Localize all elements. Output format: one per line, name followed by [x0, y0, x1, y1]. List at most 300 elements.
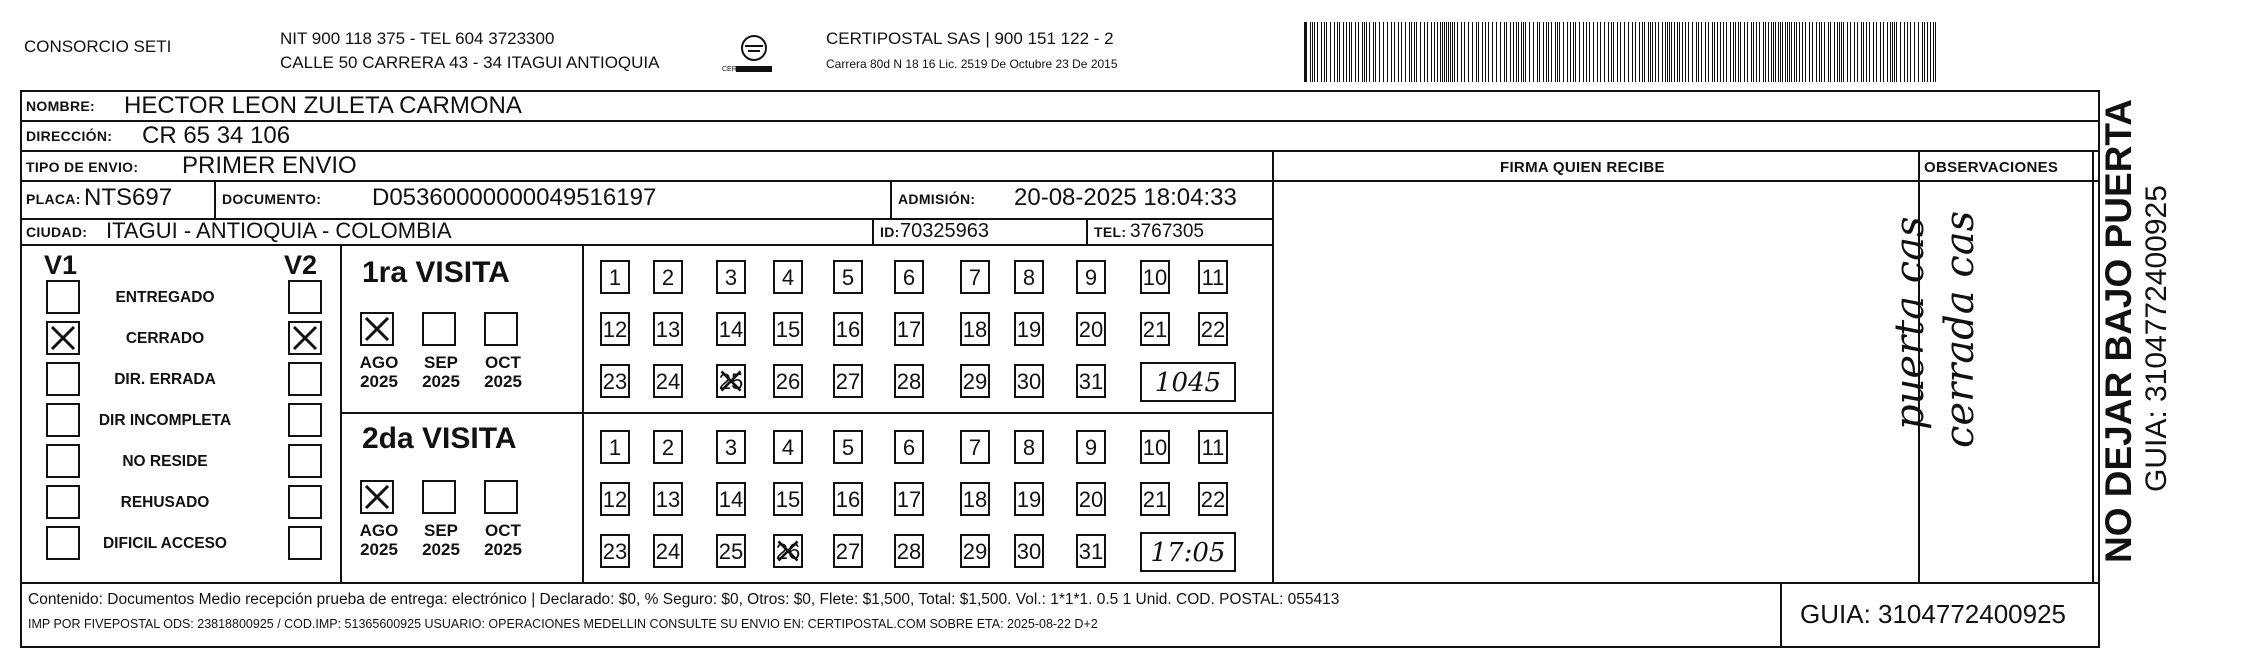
observation-note-2: cerrada cas: [1937, 210, 1983, 448]
cell-divider: [890, 180, 892, 218]
day-cell[interactable]: 27: [833, 534, 863, 568]
barcode-bar: [1843, 22, 1844, 82]
barcode-bar: [1334, 22, 1335, 82]
barcode-bar: [1355, 22, 1356, 82]
day-cell[interactable]: 23: [600, 534, 630, 568]
barcode-bar: [1635, 22, 1636, 82]
month-checkbox[interactable]: [422, 480, 456, 514]
barcode-bar: [1444, 22, 1445, 82]
month-label: OCT: [485, 521, 521, 540]
v2-checkbox[interactable]: [288, 526, 322, 560]
footer-print-line: IMP POR FIVEPOSTAL ODS: 23818800925 / COD.IMP: 51365600925 USUARIO: OPERACIONES MEDELLIN CONSULTE SU ENVIO EN: CERTIPOSTAL.COM SOBRE ETA: 2025-08-22 D+2: [28, 617, 1098, 631]
barcode-bar: [1442, 22, 1443, 82]
observation-note-1: puerta cas: [1887, 216, 1933, 430]
barcode-bar: [1652, 22, 1653, 82]
day-cell[interactable]: 30: [1014, 364, 1044, 398]
barcode-bar: [1639, 22, 1640, 82]
barcode-bar: [1733, 22, 1734, 82]
day-cell[interactable]: 9: [1076, 260, 1106, 294]
id-label: ID:: [880, 224, 900, 240]
day-cell[interactable]: 15: [773, 312, 803, 346]
barcode-bar: [1883, 22, 1884, 82]
month-checkbox[interactable]: [422, 312, 456, 346]
barcode-bar: [1896, 22, 1897, 82]
barcode-bar: [1632, 22, 1633, 82]
barcode-bar: [1841, 22, 1842, 82]
barcode-bar: [1513, 22, 1514, 82]
barcode-bar: [1391, 22, 1392, 82]
address-line: CALLE 50 CARRERA 43 - 34 ITAGUI ANTIOQUIA: [280, 53, 660, 72]
month-label: AGO: [359, 353, 399, 372]
day-cell[interactable]: 18: [960, 312, 990, 346]
barcode-bar: [1644, 22, 1645, 82]
tipo-label: TIPO DE ENVIO:: [26, 159, 139, 175]
barcode-bar: [1671, 22, 1672, 82]
barcode-bar: [1401, 22, 1402, 82]
barcode-bar: [1791, 22, 1792, 82]
barcode-bar: [1567, 22, 1568, 82]
barcode-bar: [1464, 22, 1465, 82]
barcode-bar: [1708, 22, 1709, 82]
barcode-bar: [1778, 22, 1779, 82]
day-cell[interactable]: 11: [1198, 430, 1228, 464]
barcode-bar: [1701, 22, 1702, 82]
row-divider: [20, 244, 1272, 246]
tipo-value: PRIMER ENVIO: [182, 152, 357, 179]
barcode-bar: [1655, 22, 1656, 82]
day-cell[interactable]: 14: [716, 482, 746, 516]
barcode-bar: [1546, 22, 1547, 82]
v1-header: V1: [44, 250, 78, 280]
barcode-bar: [1628, 22, 1629, 82]
barcode-bar: [1773, 22, 1774, 82]
barcode-bar: [1894, 22, 1895, 82]
barcode-bar: [1575, 22, 1576, 82]
barcode-bar: [1819, 22, 1820, 82]
barcode-bar: [1387, 22, 1388, 82]
barcode-bar: [1551, 22, 1552, 82]
barcode-bar: [1434, 22, 1435, 82]
day-cell[interactable]: 3: [716, 260, 746, 294]
year-label: 2025: [422, 372, 460, 391]
barcode-bar: [1312, 22, 1313, 82]
barcode-bar: [1624, 22, 1625, 82]
barcode-bar: [1586, 22, 1587, 82]
barcode-bar: [1821, 22, 1822, 82]
status-label: DIR. ERRADA: [114, 371, 216, 388]
barcode-bar: [1726, 22, 1727, 82]
barcode-bar: [1812, 22, 1813, 82]
barcode-bar: [1914, 22, 1915, 82]
barcode-bar: [1557, 22, 1558, 82]
barcode-bar: [1326, 22, 1327, 82]
barcode-bar: [1472, 22, 1473, 82]
barcode-bar: [1500, 22, 1501, 82]
barcode-bar: [1837, 22, 1838, 82]
day-cell[interactable]: 2: [653, 430, 683, 464]
v2-checkbox[interactable]: [288, 362, 322, 396]
barcode-bar: [1674, 22, 1675, 82]
barcode-bar: [1521, 22, 1522, 82]
barcode-bar: [1927, 22, 1928, 82]
barcode-bar: [1405, 22, 1406, 82]
barcode-bar: [1816, 22, 1817, 82]
barcode-bar: [1682, 22, 1683, 82]
v2-checkbox[interactable]: [288, 403, 322, 437]
barcode-bar: [1450, 22, 1451, 82]
day-cell[interactable]: 18: [960, 482, 990, 516]
barcode-bar: [1539, 22, 1540, 82]
status-label: NO RESIDE: [122, 453, 208, 470]
barcode-bar: [1437, 22, 1438, 82]
barcode-bar: [1362, 22, 1363, 82]
ciudad-label: CIUDAD:: [26, 224, 88, 240]
barcode-bar: [1482, 22, 1483, 82]
barcode-bar: [1349, 22, 1350, 82]
day-cell[interactable]: 20: [1076, 312, 1106, 346]
day-cell[interactable]: 16: [833, 482, 863, 516]
day-cell[interactable]: 7: [960, 430, 990, 464]
barcode-bar: [1461, 22, 1462, 82]
barcode-bar: [1420, 22, 1421, 82]
id-value: 70325963: [900, 220, 989, 242]
barcode-bar: [1809, 22, 1810, 82]
day-cell[interactable]: 17: [894, 482, 924, 516]
barcode-bar: [1373, 22, 1374, 82]
barcode-bar: [1933, 22, 1934, 82]
month-label: SEP: [423, 521, 459, 540]
day-cell[interactable]: 5: [833, 260, 863, 294]
barcode-bar: [1904, 22, 1905, 82]
barcode-bar: [1589, 22, 1590, 82]
day-cell[interactable]: 27: [833, 364, 863, 398]
barcode-bar: [1665, 22, 1666, 82]
barcode-bar: [1771, 22, 1772, 82]
barcode-bar: [1366, 22, 1367, 82]
day-cell[interactable]: 12: [600, 312, 630, 346]
day-cell[interactable]: 9: [1076, 430, 1106, 464]
observaciones-label: OBSERVACIONES: [1924, 159, 2059, 176]
day-cell[interactable]: 7: [960, 260, 990, 294]
placa-label: PLACA:: [26, 191, 81, 207]
barcode-bar: [1765, 22, 1766, 82]
day-cell[interactable]: 3: [716, 430, 746, 464]
barcode-bar: [1518, 22, 1519, 82]
barcode-bar: [1759, 22, 1760, 82]
day-cell[interactable]: 2: [653, 260, 683, 294]
day-cell[interactable]: 24: [653, 534, 683, 568]
signature-divider: [1272, 150, 1274, 582]
barcode-bar: [1617, 22, 1618, 82]
barcode-bar: [1830, 22, 1831, 82]
day-cell[interactable]: 1: [600, 430, 630, 464]
barcode-bar: [1799, 22, 1800, 82]
side-guia: GUIA: 3104772400925: [2140, 185, 2173, 492]
barcode-bar: [1346, 22, 1347, 82]
footer-content-line: Contenido: Documentos Medio recepción prueba de entrega: electrónico | Declarado: $0, % Seguro: $0, Otros: $0, Flete: $1,500, Total: $1,500. Vol.: 1*1*1. 0.5 1 Unid. COD. POSTAL: 055413: [28, 591, 1340, 608]
barcode-bar: [1688, 22, 1689, 82]
barcode-bar: [1876, 22, 1877, 82]
barcode-bar: [1924, 22, 1925, 82]
barcode-bar: [1922, 22, 1923, 82]
direccion-label: DIRECCIÓN:: [26, 128, 113, 144]
barcode-bar: [1662, 22, 1663, 82]
barcode-bar: [1559, 22, 1560, 82]
barcode-bar: [1579, 22, 1580, 82]
day-cell[interactable]: 31: [1076, 364, 1106, 398]
firma-label: FIRMA QUIEN RECIBE: [1500, 159, 1665, 176]
barcode-bar: [1717, 22, 1718, 82]
barcode-bar: [1600, 22, 1601, 82]
day-cell[interactable]: 22: [1198, 312, 1228, 346]
barcode-bar: [1383, 22, 1384, 82]
barcode-bar: [1658, 22, 1659, 82]
tel-value: 3767305: [1130, 221, 1204, 242]
visit2-title: 2da VISITA: [362, 422, 517, 455]
barcode-bar: [1523, 22, 1524, 82]
row-divider: [20, 120, 2100, 122]
barcode-bar: [1343, 22, 1344, 82]
nombre-label: NOMBRE:: [26, 98, 95, 114]
v2-checkbox[interactable]: [288, 485, 322, 519]
barcode-bar: [1496, 22, 1497, 82]
day-cell[interactable]: 5: [833, 430, 863, 464]
day-cell[interactable]: 17: [894, 312, 924, 346]
footer-guia: GUIA: 3104772400925: [1800, 599, 2066, 629]
nit-line: NIT 900 118 375 - TEL 604 3723300: [280, 29, 555, 48]
day-cell[interactable]: 29: [960, 364, 990, 398]
day-cell[interactable]: 13: [653, 482, 683, 516]
status-label: DIR INCOMPLETA: [98, 412, 232, 429]
barcode-bar: [1753, 22, 1754, 82]
day-cell[interactable]: 20: [1076, 482, 1106, 516]
no-dejar-warning: NO DEJAR BAJO PUERTA: [2098, 99, 2139, 563]
cell-divider: [872, 218, 874, 244]
day-cell[interactable]: 21: [1140, 312, 1170, 346]
barcode-bar: [1411, 22, 1412, 82]
barcode-bar: [1416, 22, 1417, 82]
barcode-bar: [1751, 22, 1752, 82]
barcode-bar: [1427, 22, 1428, 82]
day-cell[interactable]: 30: [1014, 534, 1044, 568]
barcode-bar: [1677, 22, 1678, 82]
day-cell[interactable]: 8: [1014, 430, 1044, 464]
barcode-bar: [1583, 22, 1584, 82]
footer-guia-divider: [1780, 582, 1782, 648]
obs-header-line: [1918, 180, 2100, 182]
barcode-bar: [1698, 22, 1699, 82]
day-cell[interactable]: 22: [1198, 482, 1228, 516]
v2-checkbox[interactable]: [288, 444, 322, 478]
barcode-bar: [1802, 22, 1803, 82]
day-cell[interactable]: 12: [600, 482, 630, 516]
barcode-bar: [1763, 22, 1764, 82]
day-cell[interactable]: 16: [833, 312, 863, 346]
barcode-bar: [1533, 22, 1534, 82]
year-label: 2025: [360, 372, 398, 391]
barcode-bar: [1768, 22, 1769, 82]
barcode-bar: [1563, 22, 1564, 82]
day-cell[interactable]: 21: [1140, 482, 1170, 516]
documento-label: DOCUMENTO:: [222, 191, 322, 207]
barcode-bar: [1440, 22, 1441, 82]
day-cell[interactable]: 19: [1014, 482, 1044, 516]
barcode-bar: [1787, 22, 1788, 82]
barcode-bar: [1468, 22, 1469, 82]
day-cell[interactable]: 26: [773, 364, 803, 398]
day-mark: [775, 536, 801, 566]
barcode-bar: [1409, 22, 1410, 82]
barcode-bar: [1570, 22, 1571, 82]
barcode-bar: [1744, 22, 1745, 82]
ciudad-value: ITAGUI - ANTIOQUIA - COLOMBIA: [106, 218, 452, 243]
day-cell[interactable]: 28: [894, 364, 924, 398]
month-checkbox[interactable]: [484, 312, 518, 346]
barcode-bar: [1839, 22, 1840, 82]
barcode-bar: [1740, 22, 1741, 82]
year-label: 2025: [484, 540, 522, 559]
month-label: SEP: [423, 353, 459, 372]
barcode-bar: [1696, 22, 1697, 82]
admision-label: ADMISIÓN:: [898, 191, 976, 207]
handwritten-time-box: 1045: [1140, 362, 1236, 402]
barcode-bar: [1650, 22, 1651, 82]
day-cell[interactable]: 28: [894, 534, 924, 568]
barcode-bar: [1597, 22, 1598, 82]
barcode: [1304, 22, 1938, 82]
barcode-bar: [1593, 22, 1594, 82]
barcode-bar: [1448, 22, 1449, 82]
visit-separator: [340, 412, 1272, 414]
barcode-bar: [1730, 22, 1731, 82]
month-checkbox[interactable]: [360, 480, 394, 514]
status-label: ENTREGADO: [115, 289, 215, 306]
barcode-bar: [1869, 22, 1870, 82]
certipostal-line1: CERTIPOSTAL SAS | 900 151 122 - 2: [826, 29, 1114, 48]
visit1-title: 1ra VISITA: [362, 256, 510, 289]
barcode-bar: [1414, 22, 1415, 82]
barcode-bar: [1543, 22, 1544, 82]
barcode-bar: [1714, 22, 1715, 82]
day-cell[interactable]: 4: [773, 430, 803, 464]
row-divider: [20, 180, 2100, 182]
barcode-bar: [1935, 22, 1936, 82]
barcode-bar: [1880, 22, 1881, 82]
handwritten-time-box: 17:05: [1140, 532, 1236, 572]
barcode-bar: [1604, 22, 1605, 82]
barcode-bar: [1516, 22, 1517, 82]
day-cell[interactable]: 1: [600, 260, 630, 294]
day-cell[interactable]: 23: [600, 364, 630, 398]
year-label: 2025: [422, 540, 460, 559]
barcode-bar: [1492, 22, 1493, 82]
barcode-bar: [1394, 22, 1395, 82]
day-cell[interactable]: 31: [1076, 534, 1106, 568]
day-cell[interactable]: 13: [653, 312, 683, 346]
barcode-bar: [1890, 22, 1891, 82]
barcode-bar: [1863, 22, 1864, 82]
month-checkbox[interactable]: [360, 312, 394, 346]
barcode-bar: [1642, 22, 1643, 82]
day-cell[interactable]: 8: [1014, 260, 1044, 294]
day-cell[interactable]: 6: [894, 430, 924, 464]
barcode-bar: [1723, 22, 1724, 82]
barcode-bar: [1824, 22, 1825, 82]
barcode-bar: [1930, 22, 1931, 82]
day-cell[interactable]: 19: [1014, 312, 1044, 346]
direccion-value: CR 65 34 106: [142, 122, 291, 149]
day-cell[interactable]: 26: [773, 534, 803, 568]
barcode-bar: [1785, 22, 1786, 82]
logo-text: CERTIPOSTAL: [722, 66, 770, 73]
barcode-bar: [1330, 22, 1331, 82]
tel-label: TEL:: [1094, 224, 1127, 240]
cell-divider: [1086, 218, 1088, 244]
barcode-bar: [1457, 22, 1458, 82]
barcode-bar: [1504, 22, 1505, 82]
barcode-bar: [1548, 22, 1549, 82]
barcode-bar: [1735, 22, 1736, 82]
barcode-bar: [1847, 22, 1848, 82]
barcode-bar: [1887, 22, 1888, 82]
barcode-bar: [1608, 22, 1609, 82]
day-cell[interactable]: 15: [773, 482, 803, 516]
v2-checkbox[interactable]: [288, 280, 322, 314]
day-cell[interactable]: 24: [653, 364, 683, 398]
day-cell[interactable]: 25: [716, 534, 746, 568]
admision-value: 20-08-2025 18:04:33: [1014, 184, 1237, 211]
barcode-bar: [1337, 22, 1338, 82]
v2-checkbox[interactable]: [288, 321, 322, 355]
barcode-bar: [1780, 22, 1781, 82]
barcode-bar: [1317, 22, 1318, 82]
barcode-bar: [1478, 22, 1479, 82]
barcode-bar: [1358, 22, 1359, 82]
day-mark: [718, 366, 744, 396]
barcode-bar: [1398, 22, 1399, 82]
barcode-bar: [1685, 22, 1686, 82]
month-checkbox[interactable]: [484, 480, 518, 514]
barcode-bar: [1369, 22, 1370, 82]
barcode-bar: [1488, 22, 1489, 82]
barcode-bar: [1892, 22, 1893, 82]
barcode-bar: [1375, 22, 1376, 82]
day-cell[interactable]: 10: [1140, 430, 1170, 464]
barcode-bar: [1424, 22, 1425, 82]
day-cell[interactable]: 4: [773, 260, 803, 294]
placa-value: NTS697: [84, 184, 173, 211]
barcode-bar: [1794, 22, 1795, 82]
barcode-bar: [1537, 22, 1538, 82]
barcode-bar: [1789, 22, 1790, 82]
barcode-bar: [1669, 22, 1670, 82]
barcode-bar: [1648, 22, 1649, 82]
barcode-bar: [1454, 22, 1455, 82]
barcode-bar: [1314, 22, 1315, 82]
day-cell[interactable]: 14: [716, 312, 746, 346]
barcode-bar: [1431, 22, 1432, 82]
barcode-bar: [1620, 22, 1621, 82]
barcode-bar: [1525, 22, 1526, 82]
day-cell[interactable]: 6: [894, 260, 924, 294]
day-cell[interactable]: 25: [716, 364, 746, 398]
barcode-bar: [1573, 22, 1574, 82]
day-cell[interactable]: 11: [1198, 260, 1228, 294]
obs-right: [2092, 150, 2094, 582]
day-cell[interactable]: 29: [960, 534, 990, 568]
barcode-bar: [1782, 22, 1783, 82]
day-cell[interactable]: 10: [1140, 260, 1170, 294]
